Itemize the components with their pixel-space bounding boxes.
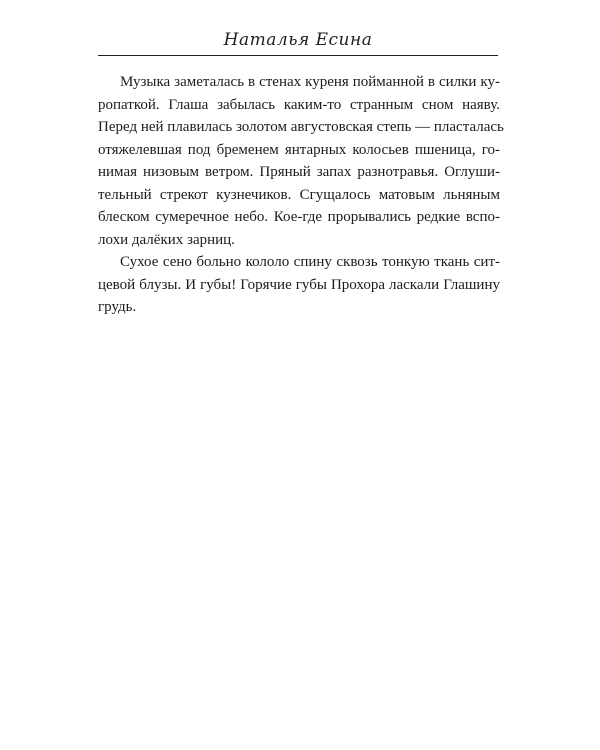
text-line: Музыка заметалась в стенах куреня пойманной в силки ку- [120, 74, 500, 90]
paragraph [98, 71, 504, 251]
text-body [98, 71, 504, 319]
text-line: ропаткой. Глаша забылась каким-то странным сном наяву. [98, 96, 500, 113]
text-line: цевой блузы. И губы! Горячие губы Прохора ласкали Глашину [98, 276, 500, 293]
text-line: блеском сумеречное небо. Кое-где прорывались редкие вспо- [98, 209, 500, 225]
header-rule [98, 55, 498, 56]
text-line: Перед ней плавилась золотом августовская степь — пласталась [98, 119, 504, 135]
page-header [98, 26, 498, 54]
text-line: нимая низовым ветром. Пряный запах разнотравья. Оглуши- [98, 164, 500, 180]
text-line: лохи далёких зарниц. [98, 231, 235, 248]
text-line: отяжелевшая под бременем янтарных колосьев пшеница, го- [98, 141, 500, 158]
text-line: Сухое сено больно кололо спину сквозь тонкую ткань сит- [120, 254, 500, 270]
paragraph [98, 251, 500, 319]
running-header-author: Наталья Есина [223, 30, 373, 50]
text-line: тельный стрекот кузнечиков. Сгущалось матовым льняным [98, 186, 500, 203]
text-line: грудь. [98, 299, 137, 315]
